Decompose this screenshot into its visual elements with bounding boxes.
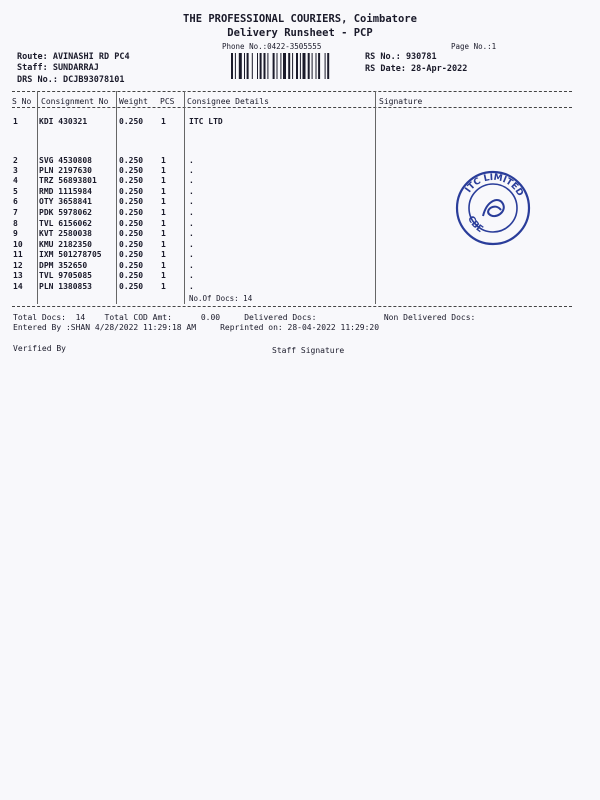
row-consignment: DPM 352650 xyxy=(39,261,88,270)
row-sno: 13 xyxy=(13,271,23,280)
column-header-consignee: Consignee Details xyxy=(187,97,269,106)
row-pcs: 1 xyxy=(161,250,166,259)
row-consignee: . xyxy=(189,166,194,175)
row-sno: 2 xyxy=(13,156,18,165)
table-row xyxy=(0,176,380,186)
row-pcs: 1 xyxy=(161,219,166,228)
row-consignee: . xyxy=(189,176,194,185)
column-header-consignment: Consignment No xyxy=(41,97,109,106)
table-row xyxy=(0,208,380,218)
row-consignee: . xyxy=(189,156,194,165)
row-weight: 0.250 xyxy=(119,282,144,291)
row-pcs: 1 xyxy=(161,240,166,249)
row-consignment: TVL 9705085 xyxy=(39,271,92,280)
barcode-bar xyxy=(283,53,286,79)
row-pcs: 1 xyxy=(161,261,166,270)
barcode-bar xyxy=(277,53,278,79)
row-pcs: 1 xyxy=(161,229,166,238)
row-consignment: IXM 501278705 xyxy=(39,250,102,259)
column-header-weight: Weight xyxy=(119,97,148,106)
table-row xyxy=(0,250,380,260)
table-bottom-rule xyxy=(12,306,572,307)
header-bottom-rule xyxy=(12,107,572,108)
row-sno: 1 xyxy=(13,117,18,126)
barcode-bar xyxy=(273,53,275,79)
header-top-rule xyxy=(12,91,572,92)
table-row xyxy=(0,282,380,292)
barcode-bar xyxy=(239,53,242,79)
barcode-bar xyxy=(292,53,293,79)
barcode-bar xyxy=(288,53,290,79)
row-pcs: 1 xyxy=(161,271,166,280)
rs-date: RS Date: 28-Apr-2022 xyxy=(365,64,468,74)
row-weight: 0.250 xyxy=(119,219,144,228)
row-consignment: PLN 1380853 xyxy=(39,282,92,291)
row-weight: 0.250 xyxy=(119,156,144,165)
page-number: Page No.:1 xyxy=(451,42,497,51)
barcode-bar xyxy=(280,53,281,79)
barcode-bar xyxy=(257,53,258,79)
row-consignee: . xyxy=(189,197,194,206)
barcode-bar xyxy=(264,53,266,79)
barcode-bar xyxy=(327,53,329,79)
barcode-bar xyxy=(267,53,268,79)
barcode-bar xyxy=(247,53,249,79)
row-weight: 0.250 xyxy=(119,187,144,196)
row-weight: 0.250 xyxy=(119,197,144,206)
row-sno: 7 xyxy=(13,208,18,217)
table-row xyxy=(0,219,380,229)
table-row xyxy=(0,166,380,176)
table-row xyxy=(0,156,380,166)
barcode-bar xyxy=(252,53,253,79)
barcode-bar xyxy=(235,53,236,79)
barcode-bar xyxy=(316,53,317,79)
drs-number: DRS No.: DCJB93078101 xyxy=(17,75,125,85)
row-pcs: 1 xyxy=(161,117,166,126)
stamp-signature xyxy=(483,200,504,216)
barcode-bar xyxy=(318,53,320,79)
document-title: Delivery Runsheet - PCP xyxy=(227,27,373,39)
row-weight: 0.250 xyxy=(119,166,144,175)
column-header-pcs: PCS xyxy=(160,97,175,106)
staff-signature-label: Staff Signature xyxy=(272,346,345,355)
barcode-bar xyxy=(260,53,262,79)
row-sno: 3 xyxy=(13,166,18,175)
row-weight: 0.250 xyxy=(119,261,144,270)
table-row xyxy=(0,187,380,197)
row-pcs: 1 xyxy=(161,166,166,175)
row-pcs: 1 xyxy=(161,282,166,291)
row-weight: 0.250 xyxy=(119,117,144,126)
table-row xyxy=(0,229,380,239)
company-stamp xyxy=(455,170,531,246)
table-row xyxy=(0,240,380,250)
row-consignee: . xyxy=(189,240,194,249)
row-weight: 0.250 xyxy=(119,208,144,217)
row-pcs: 1 xyxy=(161,176,166,185)
row-consignee: . xyxy=(189,250,194,259)
row-consignee: ITC LTD xyxy=(189,117,223,126)
row-consignee: . xyxy=(189,229,194,238)
row-sno: 11 xyxy=(13,250,23,259)
phone-number: Phone No.:0422-3505555 xyxy=(222,42,322,51)
barcode-bar xyxy=(312,53,313,79)
row-weight: 0.250 xyxy=(119,176,144,185)
row-sno: 4 xyxy=(13,176,18,185)
rs-number: RS No.: 930781 xyxy=(365,52,437,62)
stamp-text-top: ITC LIMITED xyxy=(463,172,525,199)
row-consignee: . xyxy=(189,261,194,270)
row-consignee: . xyxy=(189,208,194,217)
barcode-bar xyxy=(303,53,306,79)
row-consignment: TVL 6156062 xyxy=(39,219,92,228)
row-sno: 8 xyxy=(13,219,18,228)
row-pcs: 1 xyxy=(161,156,166,165)
row-consignee: . xyxy=(189,187,194,196)
row-consignee: . xyxy=(189,282,194,291)
table-row xyxy=(0,261,380,271)
row-consignee: . xyxy=(189,219,194,228)
company-name: THE PROFESSIONAL COURIERS, Coimbatore xyxy=(183,13,417,25)
table-row xyxy=(0,197,380,207)
row-consignment: KVT 2580038 xyxy=(39,229,92,238)
barcode xyxy=(231,53,361,79)
staff-info: Staff: SUNDARRAJ xyxy=(17,63,99,73)
row-weight: 0.250 xyxy=(119,240,144,249)
row-consignment: PLN 2197630 xyxy=(39,166,92,175)
barcode-bar xyxy=(296,53,298,79)
row-consignment: PDK 5978062 xyxy=(39,208,92,217)
table-row xyxy=(0,117,380,127)
barcode-bar xyxy=(244,53,245,79)
row-sno: 10 xyxy=(13,240,23,249)
row-weight: 0.250 xyxy=(119,229,144,238)
row-weight: 0.250 xyxy=(119,250,144,259)
row-sno: 14 xyxy=(13,282,23,291)
row-consignment: KMU 2182350 xyxy=(39,240,92,249)
barcode-bar xyxy=(308,53,310,79)
column-header-sno: S No xyxy=(12,97,32,106)
table-row xyxy=(0,271,380,281)
row-sno: 9 xyxy=(13,229,18,238)
row-consignment: TRZ 56893801 xyxy=(39,176,97,185)
row-sno: 12 xyxy=(13,261,23,270)
column-header-signature: Signature xyxy=(379,97,423,106)
verified-by-label: Verified By xyxy=(13,344,66,353)
entered-by-line: Entered By :SHAN 4/28/2022 11:29:18 AM Reprinted on: 28-04-2022 11:29:20 xyxy=(13,323,380,332)
row-consignment: SVG 4530808 xyxy=(39,156,92,165)
number-of-docs: No.Of Docs: 14 xyxy=(189,294,253,303)
row-sno: 5 xyxy=(13,187,18,196)
row-weight: 0.250 xyxy=(119,271,144,280)
row-pcs: 1 xyxy=(161,187,166,196)
row-consignment: RMD 1115984 xyxy=(39,187,92,196)
row-consignee: . xyxy=(189,271,194,280)
barcode-bar xyxy=(325,53,326,79)
barcode-bar xyxy=(231,53,233,79)
row-pcs: 1 xyxy=(161,208,166,217)
row-sno: 6 xyxy=(13,197,18,206)
barcode-bar xyxy=(300,53,301,79)
route-info: Route: AVINASHI RD PC4 xyxy=(17,52,130,62)
row-consignment: OTY 3658841 xyxy=(39,197,92,206)
row-pcs: 1 xyxy=(161,197,166,206)
totals-line: Total Docs: 14 Total COD Amt: 0.00 Delivered Docs: Non Delivered Docs: xyxy=(13,313,476,322)
stamp-text-bottom: CBE xyxy=(465,214,485,235)
row-consignment: KDI 430321 xyxy=(39,117,88,126)
